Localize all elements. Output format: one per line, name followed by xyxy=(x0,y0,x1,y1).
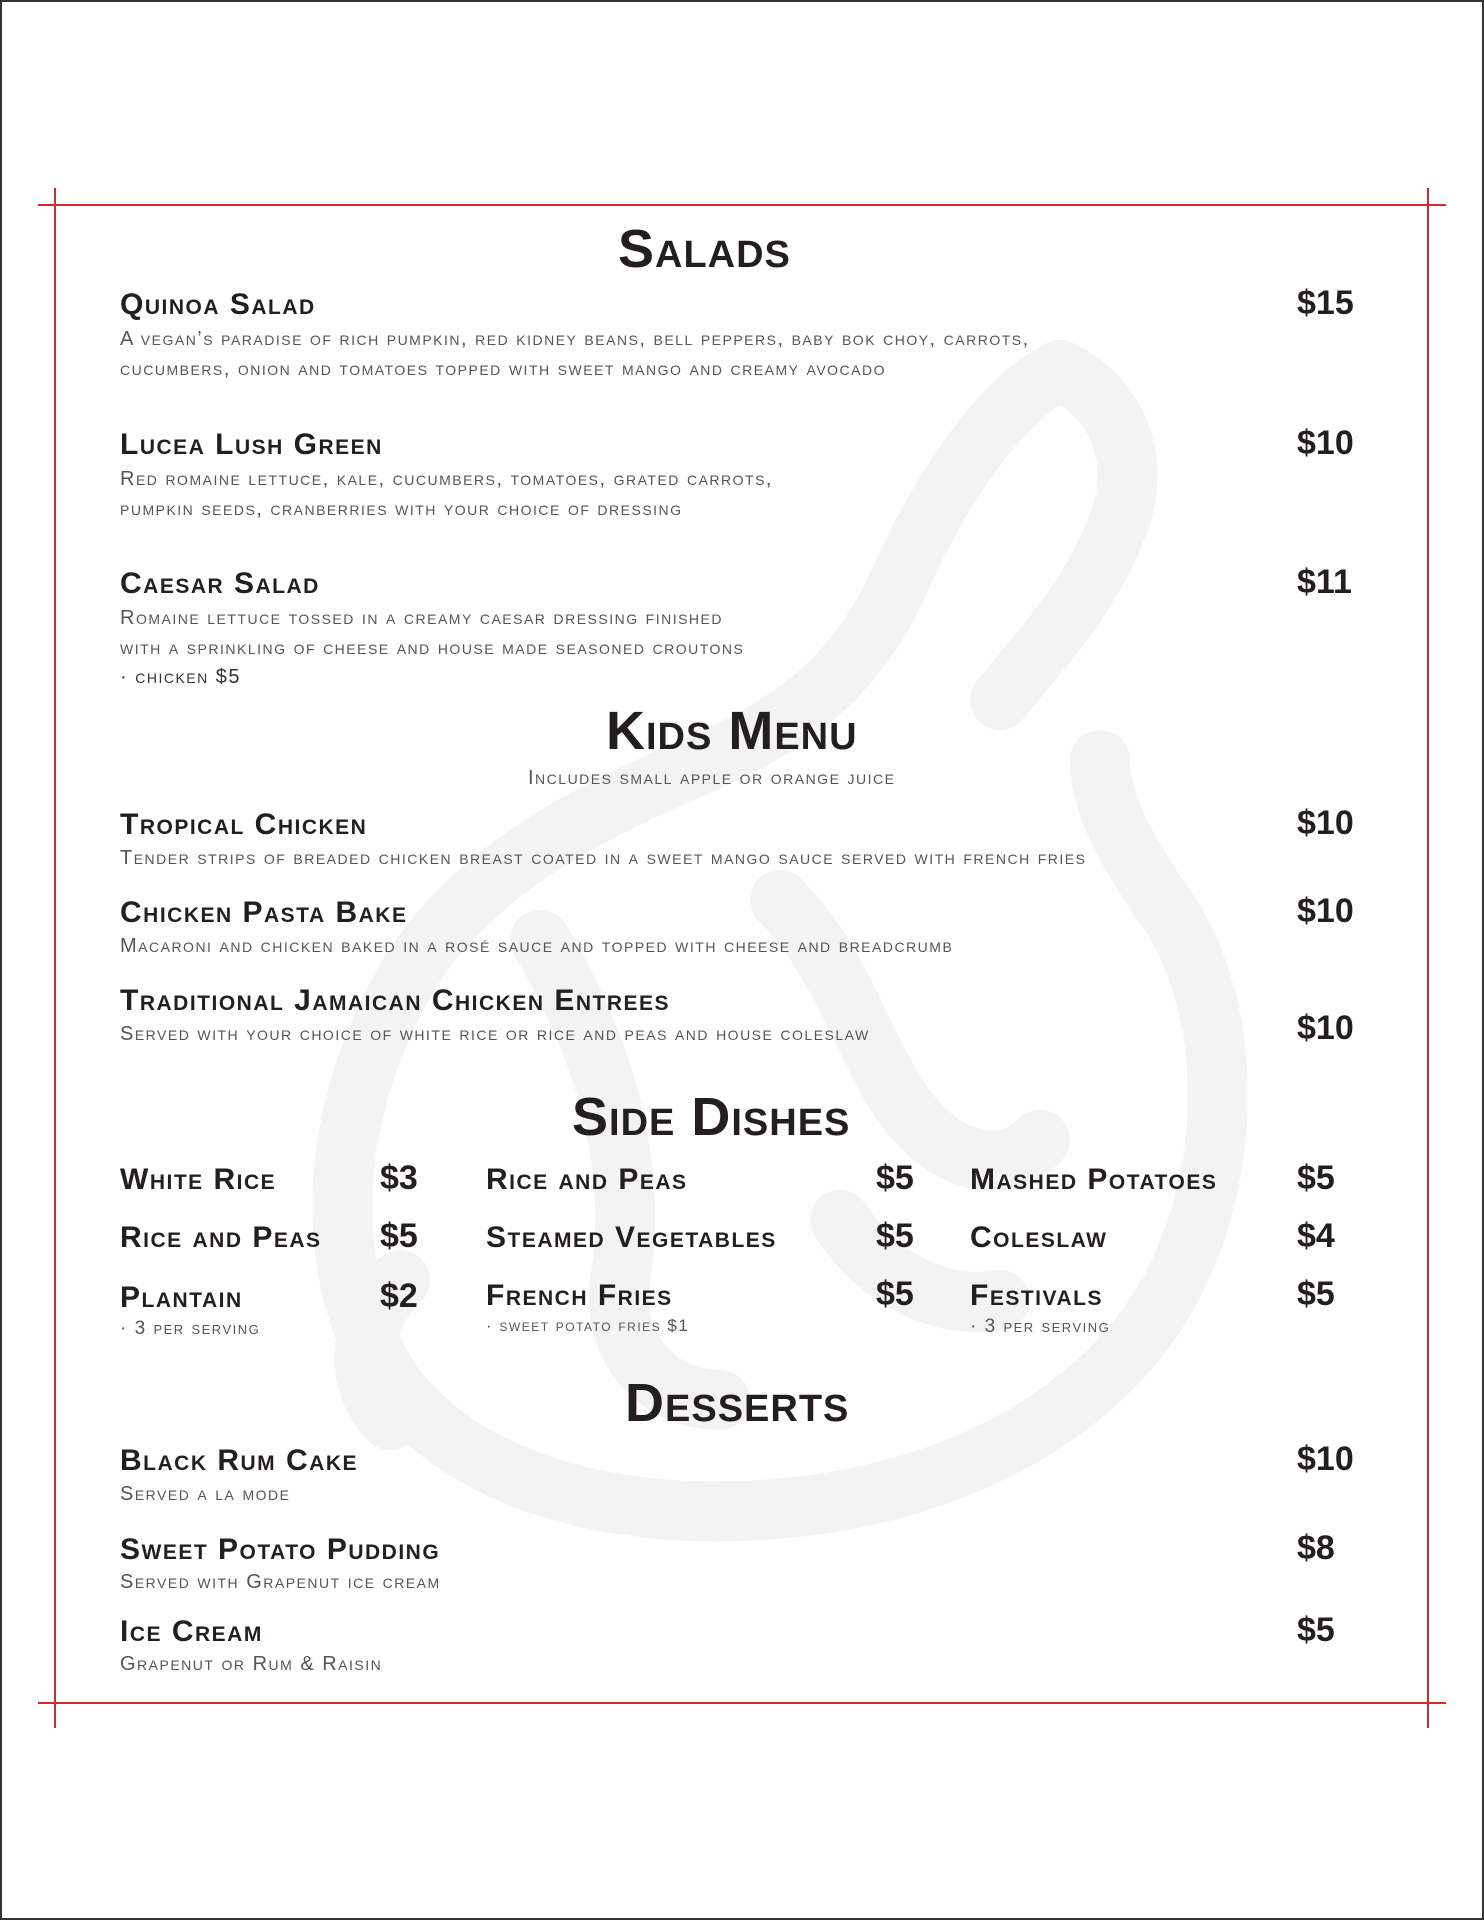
chicken-pasta-bake-price: $10 xyxy=(1297,892,1354,930)
lucea-lush-green-price: $10 xyxy=(1297,424,1354,462)
side-rice-and-peas-col2-price: $5 xyxy=(876,1159,914,1197)
black-rum-cake-name: Black Rum Cake xyxy=(120,1444,358,1477)
side-dishes-title: Side Dishes xyxy=(572,1087,851,1147)
lucea-lush-green-desc-line1: Red romaine lettuce, kale, cucumbers, tomatoes, grated carrots, xyxy=(120,468,773,490)
side-festivals-note: · 3 per serving xyxy=(970,1316,1111,1337)
black-rum-cake-price: $10 xyxy=(1297,1440,1354,1478)
tropical-chicken-desc: Tender strips of breaded chicken breast coated in a sweet mango sauce served with french fries xyxy=(120,847,1087,869)
kids-menu-title: Kids Menu xyxy=(606,701,858,761)
chicken-pasta-bake-name: Chicken Pasta Bake xyxy=(120,896,408,929)
ice-cream-desc: Grapenut or Rum & Raisin xyxy=(120,1653,383,1675)
kids-menu-subtitle: Includes small apple or orange juice xyxy=(528,767,896,789)
jamaican-chicken-entrees-name: Traditional Jamaican Chicken Entrees xyxy=(120,984,671,1017)
side-steamed-vegetables-price: $5 xyxy=(876,1217,914,1255)
quinoa-salad-name: Quinoa Salad xyxy=(120,288,316,321)
sweet-potato-pudding-price: $8 xyxy=(1297,1529,1335,1567)
ice-cream-price: $5 xyxy=(1297,1611,1335,1649)
side-steamed-vegetables-name: Steamed Vegetables xyxy=(486,1221,777,1254)
side-rice-and-peas-name: Rice and Peas xyxy=(120,1221,322,1254)
side-french-fries-name: French Fries xyxy=(486,1279,673,1312)
side-festivals-price: $5 xyxy=(1297,1275,1335,1313)
lucea-lush-green-desc-line2: pumpkin seeds, cranberries with your choice of dressing xyxy=(120,498,683,520)
side-plantain-name: Plantain xyxy=(120,1281,243,1314)
quinoa-salad-price: $15 xyxy=(1297,284,1354,322)
caesar-salad-price: $11 xyxy=(1297,563,1352,601)
side-coleslaw-price: $4 xyxy=(1297,1217,1335,1255)
side-festivals-name: Festivals xyxy=(970,1279,1103,1312)
salads-title: Salads xyxy=(618,219,791,279)
jamaican-chicken-entrees-price: $10 xyxy=(1297,1009,1354,1047)
side-plantain-note: · 3 per serving xyxy=(120,1318,261,1339)
tropical-chicken-name: Tropical Chicken xyxy=(120,808,368,841)
quinoa-salad-desc-line2: cucumbers, onion and tomatoes topped with sweet mango and creamy avocado xyxy=(120,358,886,380)
black-rum-cake-desc: Served a la mode xyxy=(120,1483,291,1505)
chicken-pasta-bake-desc: Macaroni and chicken baked in a rosé sauce and topped with cheese and breadcrumb xyxy=(120,935,954,957)
jamaican-chicken-entrees-desc: Served with your choice of white rice or rice and peas and house coleslaw xyxy=(120,1023,870,1045)
lucea-lush-green-name: Lucea Lush Green xyxy=(120,428,383,461)
side-plantain-price: $2 xyxy=(380,1277,418,1315)
caesar-salad-desc-line2: with a sprinkling of cheese and house made seasoned croutons xyxy=(120,637,745,659)
side-mashed-potatoes-price: $5 xyxy=(1297,1159,1335,1197)
caesar-salad-desc-line1: Romaine lettuce tossed in a creamy caesar dressing finished xyxy=(120,607,723,629)
desserts-title: Desserts xyxy=(625,1373,850,1433)
caesar-salad-name: Caesar Salad xyxy=(120,567,320,600)
sweet-potato-pudding-name: Sweet Potato Pudding xyxy=(120,1533,441,1566)
sweet-potato-pudding-desc: Served with Grapenut ice cream xyxy=(120,1571,441,1593)
ice-cream-name: Ice Cream xyxy=(120,1615,263,1648)
side-french-fries-price: $5 xyxy=(876,1275,914,1313)
side-white-rice-name: White Rice xyxy=(120,1163,277,1196)
caesar-salad-addon-note: · chicken $5 xyxy=(120,666,242,688)
side-mashed-potatoes-name: Mashed Potatoes xyxy=(970,1163,1218,1196)
side-rice-and-peas-price: $5 xyxy=(380,1217,418,1255)
side-white-rice-price: $3 xyxy=(380,1159,418,1197)
side-coleslaw-name: Coleslaw xyxy=(970,1221,1108,1254)
quinoa-salad-desc-line1: A vegan’s paradise of rich pumpkin, red kidney beans, bell peppers, baby bok choy, carrots, xyxy=(120,328,1030,350)
tropical-chicken-price: $10 xyxy=(1297,804,1354,842)
side-french-fries-note: · sweet potato fries $1 xyxy=(486,1316,690,1335)
side-rice-and-peas-col2-name: Rice and Peas xyxy=(486,1163,688,1196)
